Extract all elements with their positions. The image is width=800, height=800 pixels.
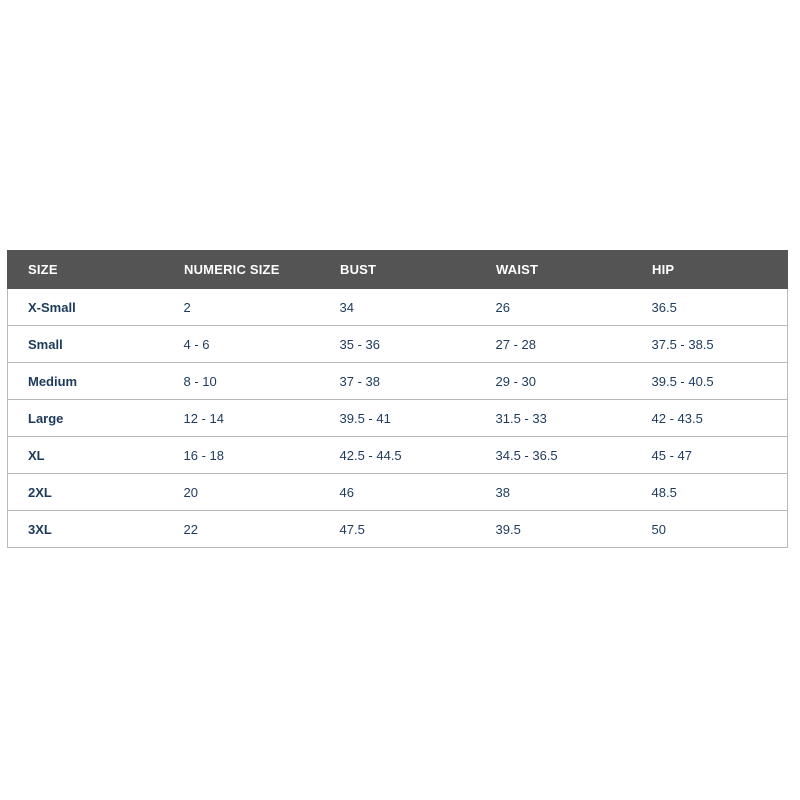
cell-size: Medium — [8, 363, 164, 400]
cell-bust: 37 - 38 — [320, 363, 476, 400]
cell-size: 3XL — [8, 511, 164, 548]
cell-hip: 45 - 47 — [632, 437, 788, 474]
cell-hip: 50 — [632, 511, 788, 548]
cell-size: XL — [8, 437, 164, 474]
cell-bust: 34 — [320, 289, 476, 326]
size-chart-table — [7, 250, 788, 548]
cell-numeric-size: 8 - 10 — [164, 363, 320, 400]
cell-bust: 46 — [320, 474, 476, 511]
cell-waist: 26 — [476, 289, 632, 326]
header-hip: HIP — [632, 251, 788, 289]
cell-hip: 36.5 — [632, 289, 788, 326]
cell-numeric-size: 2 — [164, 289, 320, 326]
cell-size: Large — [8, 400, 164, 437]
table-row — [8, 363, 788, 400]
cell-numeric-size: 12 - 14 — [164, 400, 320, 437]
table-row — [8, 400, 788, 437]
cell-size: Small — [8, 326, 164, 363]
cell-waist: 27 - 28 — [476, 326, 632, 363]
table-row — [8, 289, 788, 326]
cell-hip: 37.5 - 38.5 — [632, 326, 788, 363]
cell-bust: 39.5 - 41 — [320, 400, 476, 437]
table-row — [8, 437, 788, 474]
table-row — [8, 474, 788, 511]
header-row — [8, 251, 788, 289]
cell-bust: 42.5 - 44.5 — [320, 437, 476, 474]
cell-size: 2XL — [8, 474, 164, 511]
cell-numeric-size: 4 - 6 — [164, 326, 320, 363]
cell-hip: 48.5 — [632, 474, 788, 511]
cell-waist: 34.5 - 36.5 — [476, 437, 632, 474]
cell-hip: 39.5 - 40.5 — [632, 363, 788, 400]
header-bust: BUST — [320, 251, 476, 289]
cell-numeric-size: 16 - 18 — [164, 437, 320, 474]
header-size: SIZE — [8, 251, 164, 289]
cell-numeric-size: 22 — [164, 511, 320, 548]
header-numeric-size: NUMERIC SIZE — [164, 251, 320, 289]
cell-bust: 35 - 36 — [320, 326, 476, 363]
table-row — [8, 326, 788, 363]
cell-waist: 39.5 — [476, 511, 632, 548]
header-waist: WAIST — [476, 251, 632, 289]
cell-waist: 29 - 30 — [476, 363, 632, 400]
cell-numeric-size: 20 — [164, 474, 320, 511]
cell-waist: 38 — [476, 474, 632, 511]
cell-hip: 42 - 43.5 — [632, 400, 788, 437]
cell-size: X-Small — [8, 289, 164, 326]
cell-bust: 47.5 — [320, 511, 476, 548]
cell-waist: 31.5 - 33 — [476, 400, 632, 437]
table-row — [8, 511, 788, 548]
